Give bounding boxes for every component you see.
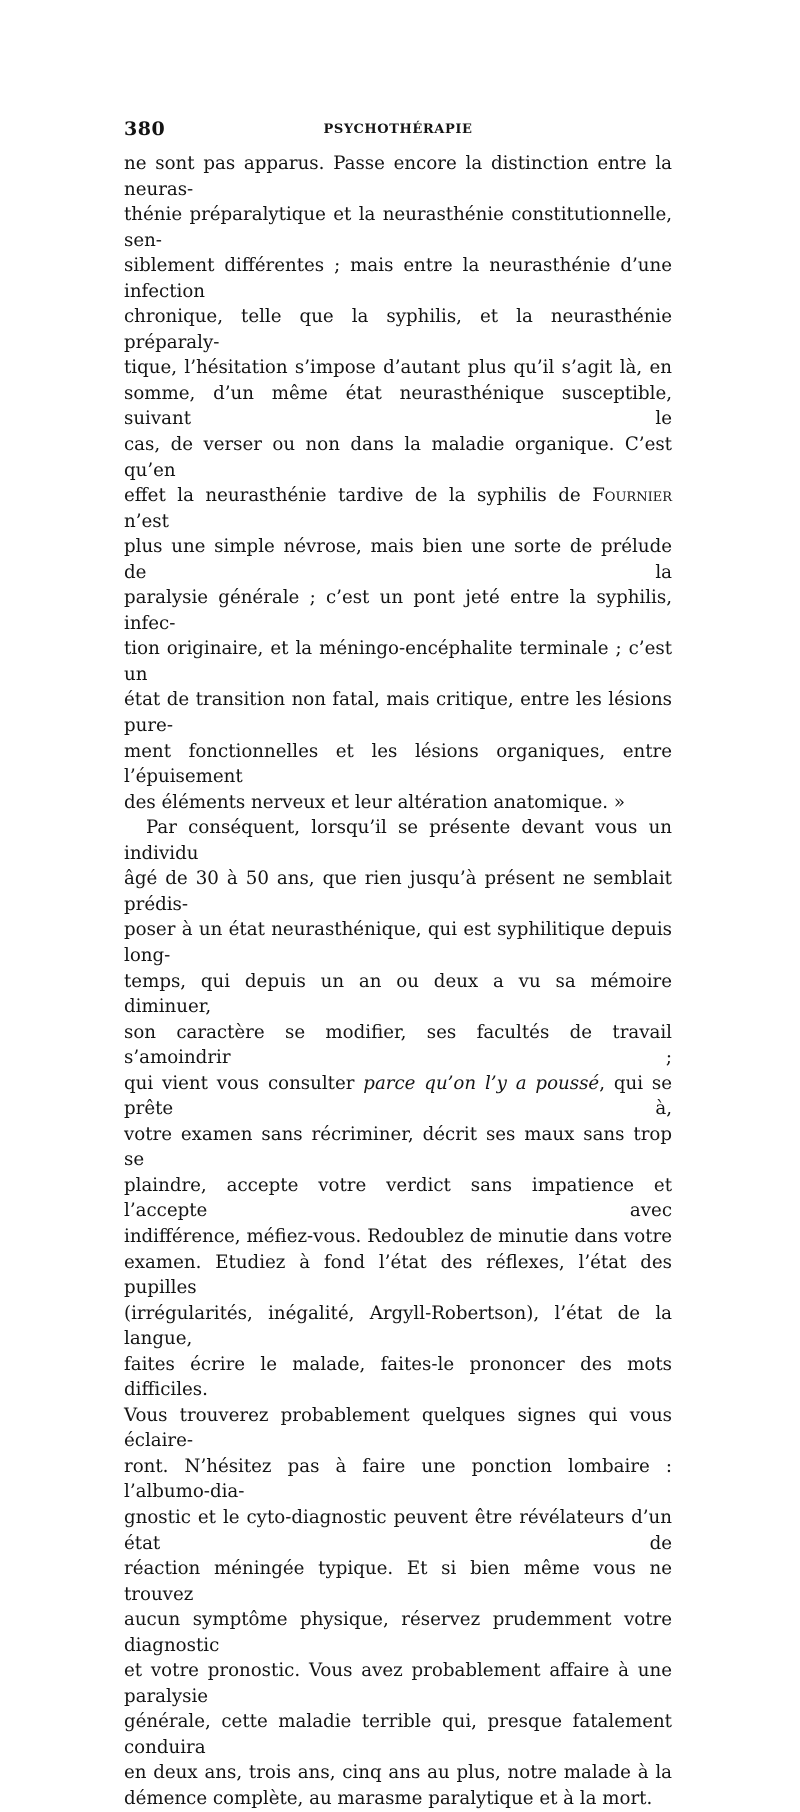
text-line: indifférence, méfiez-vous. Redoublez de minutie dans votre	[124, 1225, 672, 1247]
text-line: des éléments nerveux et leur altération anatomique. »	[124, 791, 625, 813]
text-segment: qui vient vous consulter	[124, 1072, 364, 1094]
page-header	[124, 118, 672, 144]
text-line: siblement différentes ; mais entre la neurasthénie d’une infection	[124, 255, 672, 302]
author-name: Fournier	[592, 485, 672, 507]
text-segment: effet la neurasthénie tardive de la syphilis de	[124, 485, 593, 507]
italic-phrase: parce qu’on l’y a poussé	[363, 1072, 600, 1094]
text-line: démence complète, au marasme paralytique et à la mort.	[124, 1788, 653, 1809]
text-line: cas, de verser ou non dans la maladie organique. C’est qu’en	[124, 434, 672, 481]
text-line: paralysie générale ; c’est un pont jeté entre la syphilis, infec-	[124, 587, 672, 634]
body-text	[124, 151, 672, 1812]
text-line: état de transition non fatal, mais critique, entre les lésions pure-	[124, 689, 672, 737]
text-line: Vous trouverez probablement quelques signes qui vous éclaire-	[124, 1404, 672, 1452]
text-line: (irrégularités, inégalité, Argyll-Robertson), l’état de la langue,	[124, 1302, 672, 1350]
text-line: plaindre, accepte votre verdict sans impatience et l’accepte avec	[124, 1174, 672, 1222]
text-line: poser à un état neurasthénique, qui est syphilitique depuis long-	[124, 919, 672, 966]
text-line: Par conséquent, lorsqu’il se présente devant vous un individu	[124, 817, 672, 864]
text-line: plus une simple névrose, mais bien une sorte de prélude de la	[124, 536, 672, 583]
text-segment: , qui se prête à,	[124, 1072, 672, 1120]
text-line: tique, l’hésitation s’impose d’autant plus qu’il s’agit là, en	[124, 357, 672, 379]
text-line: temps, qui depuis un an ou deux a vu sa mémoire diminuer,	[124, 970, 672, 1018]
text-line: ront. N’hésitez pas à faire une ponction lombaire : l’albumo-dia-	[124, 1455, 672, 1503]
text-line: ne sont pas apparus. Passe encore la distinction entre la neuras-	[124, 153, 672, 200]
paragraph-1	[124, 151, 672, 815]
text-line: gnostic et le cyto-diagnostic peuvent être révélateurs d’un état de	[124, 1506, 672, 1554]
text-line: âgé de 30 à 50 ans, que rien jusqu’à présent ne semblait prédis-	[124, 868, 672, 915]
text-line	[124, 483, 672, 534]
text-line: chronique, telle que la syphilis, et la neurasthénie préparaly-	[124, 306, 672, 353]
text-line: thénie préparalytique et la neurasthénie constitutionnelle, sen-	[124, 204, 672, 251]
text-line	[124, 1071, 672, 1122]
text-line: aucun symptôme physique, réservez prudemment votre diagnostic	[124, 1609, 672, 1656]
text-line: somme, d’un même état neurasthénique susceptible, suivant le	[124, 382, 672, 430]
text-line: son caractère se modifier, ses facultés de travail s’amoindrir ;	[124, 1021, 672, 1069]
text-line: et votre pronostic. Vous avez probablement affaire à une paralysie	[124, 1660, 672, 1707]
text-segment: n’est	[124, 510, 169, 532]
text-line: ment fonctionnelles et les lésions organiques, entre l’épuisement	[124, 740, 672, 788]
text-line: votre examen sans récriminer, décrit ses maux sans trop se	[124, 1123, 672, 1171]
page-number: 380	[124, 118, 166, 140]
text-line: tion originaire, et la méningo-encéphalite terminale ; c’est un	[124, 638, 672, 685]
running-title: PSYCHOTHÉRAPIE	[323, 122, 473, 137]
text-line: examen. Etudiez à fond l’état des réflexes, l’état des pupilles	[124, 1251, 672, 1299]
text-line: faites écrire le malade, faites-le prononcer des mots difficiles.	[124, 1353, 672, 1401]
paragraph-2	[124, 815, 672, 1811]
text-line: générale, cette maladie terrible qui, presque fatalement conduira	[124, 1711, 672, 1758]
text-line: réaction méningée typique. Et si bien même vous ne trouvez	[124, 1558, 672, 1605]
text-line: en deux ans, trois ans, cinq ans au plus, notre malade à la	[124, 1762, 672, 1784]
